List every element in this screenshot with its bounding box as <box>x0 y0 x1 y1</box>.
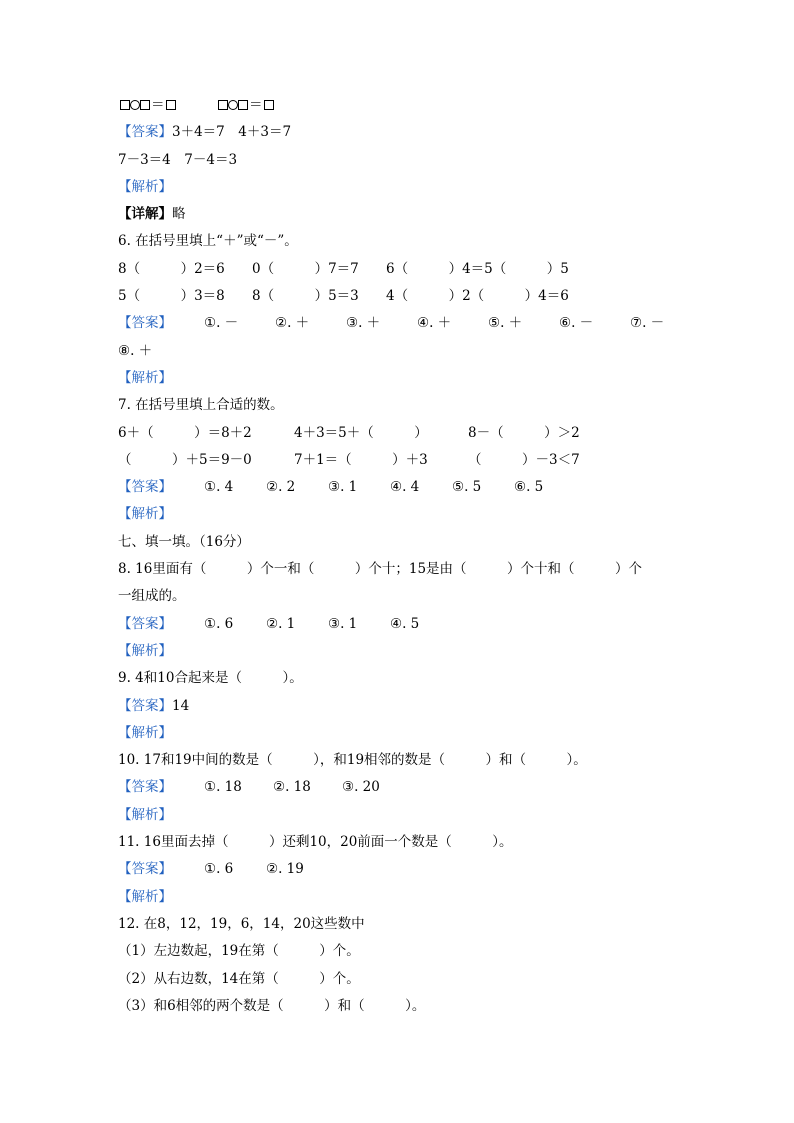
q6-row1 <box>118 256 678 283</box>
q8-answer <box>118 611 678 638</box>
q7-item: 6＋（ ）＝8＋2 <box>118 424 252 441</box>
detail-label: 【详解】 <box>118 206 172 223</box>
answer-text: 3＋4＝7 4＋3＝7 <box>172 124 292 141</box>
q7-item: 4＋3＝5＋（ ） <box>294 424 428 441</box>
blank-box <box>238 100 248 110</box>
q7-analysis-label: 【解析】 <box>118 506 172 523</box>
equation-template-2: ＝ <box>218 92 274 119</box>
q6-item: 5（ ）3＝8 <box>118 288 225 305</box>
detail-text: 略 <box>172 206 186 223</box>
q12-title: 12. 在8，12，19，6，14，20这些数中 <box>118 915 365 932</box>
q6-item: 8（ ）5＝3 <box>252 288 359 305</box>
q6-item: 8（ ）2＝6 <box>118 260 225 277</box>
q7-item: 7＋1＝（ ）＋3 <box>294 451 428 468</box>
answer-item: ①. 4 <box>204 479 234 496</box>
worksheet-page <box>118 92 678 1020</box>
q5-answer <box>118 119 678 146</box>
q5-answer-line2: 7－3＝4 7－4＝3 <box>118 151 238 168</box>
answer-label: 【答案】 <box>118 861 172 878</box>
q6-analysis-label: 【解析】 <box>118 369 172 386</box>
operator-circle <box>228 100 238 110</box>
q6-answer-wrap: ⑧. ＋ <box>118 342 153 359</box>
answer-item: ②. 19 <box>266 861 304 878</box>
operator-circle <box>130 100 140 110</box>
q10-analysis-label: 【解析】 <box>118 806 172 823</box>
q7-item: （ ）－3＜7 <box>468 451 580 468</box>
q9-title: 9. 4和10合起来是（ ）。 <box>118 670 303 687</box>
q7-answer <box>118 474 678 501</box>
q10-answer <box>118 774 678 801</box>
answer-item: ⑥. － <box>559 315 594 332</box>
answer-item: ③. 20 <box>342 779 380 796</box>
answer-text: 14 <box>172 697 190 714</box>
q7-row2 <box>118 447 678 474</box>
equation-template-1: ＝ <box>120 92 176 119</box>
q6-item: 0（ ）7＝7 <box>252 260 359 277</box>
answer-item: ①. 18 <box>204 779 242 796</box>
answer-item: ③. 1 <box>328 615 358 632</box>
answer-item: ②. ＋ <box>275 315 310 332</box>
q6-item: 6（ ）4＝5（ ）5 <box>386 260 569 277</box>
answer-item: ①. － <box>204 315 239 332</box>
answer-item: ③. ＋ <box>346 315 381 332</box>
q6-title: 6. 在括号里填上“＋”或“－”。 <box>118 233 298 250</box>
q6-item: 4（ ）2（ ）4＝6 <box>386 288 569 305</box>
q8-analysis-label: 【解析】 <box>118 642 172 659</box>
q6-row2 <box>118 283 678 310</box>
q11-analysis-label: 【解析】 <box>118 888 172 905</box>
answer-item: ⑤. 5 <box>452 479 482 496</box>
section-title: 七、填一填。（16分） <box>118 533 250 550</box>
answer-label: 【答案】 <box>118 315 172 332</box>
answer-item: ①. 6 <box>204 861 234 878</box>
answer-label: 【答案】 <box>118 697 172 714</box>
answer-item: ④. ＋ <box>417 315 452 332</box>
answer-item: ④. 5 <box>390 615 420 632</box>
q5-detail <box>118 201 678 228</box>
q7-row1 <box>118 420 678 447</box>
q12-sub1: （1）左边数起，19在第（ ）个。 <box>118 943 360 960</box>
blank-box <box>120 100 130 110</box>
q8-title: 8. 16里面有（ ）个一和（ ）个十；15是由（ ）个十和（ ）个 <box>118 561 643 578</box>
q12-sub3: （3）和6相邻的两个数是（ ）和（ ）。 <box>118 997 426 1014</box>
blank-box <box>140 100 150 110</box>
q6-answer <box>118 310 678 337</box>
answer-item: ②. 2 <box>266 479 296 496</box>
answer-item: ②. 18 <box>273 779 311 796</box>
answer-item: ⑦. － <box>630 315 665 332</box>
q9-analysis-label: 【解析】 <box>118 724 172 741</box>
answer-item: ⑤. ＋ <box>488 315 523 332</box>
answer-label: 【答案】 <box>118 124 172 141</box>
blank-box <box>218 100 228 110</box>
q11-title: 11. 16里面去掉（ ）还剩10，20前面一个数是（ ）。 <box>118 834 513 851</box>
answer-item: ⑥. 5 <box>514 479 544 496</box>
answer-item: ③. 1 <box>328 479 358 496</box>
answer-label: 【答案】 <box>118 479 172 496</box>
q9-answer <box>118 693 678 720</box>
q10-title: 10. 17和19中间的数是（ ），和19相邻的数是（ ）和（ ）。 <box>118 752 587 769</box>
q7-title: 7. 在括号里填上合适的数。 <box>118 397 284 414</box>
q7-item: 8－（ ）＞2 <box>468 424 580 441</box>
answer-item: ①. 6 <box>204 615 234 632</box>
q11-answer <box>118 856 678 883</box>
q5-analysis-label: 【解析】 <box>118 178 172 195</box>
equation-template-row <box>118 92 678 119</box>
blank-box <box>166 100 176 110</box>
answer-item: ②. 1 <box>266 615 296 632</box>
answer-label: 【答案】 <box>118 779 172 796</box>
answer-item: ④. 4 <box>390 479 420 496</box>
q12-sub2: （2）从右边数，14在第（ ）个。 <box>118 970 360 987</box>
blank-box <box>264 100 274 110</box>
q8-title-wrap: 一组成的。 <box>118 588 186 605</box>
answer-label: 【答案】 <box>118 615 172 632</box>
q7-item: （ ）＋5＝9－0 <box>118 451 252 468</box>
